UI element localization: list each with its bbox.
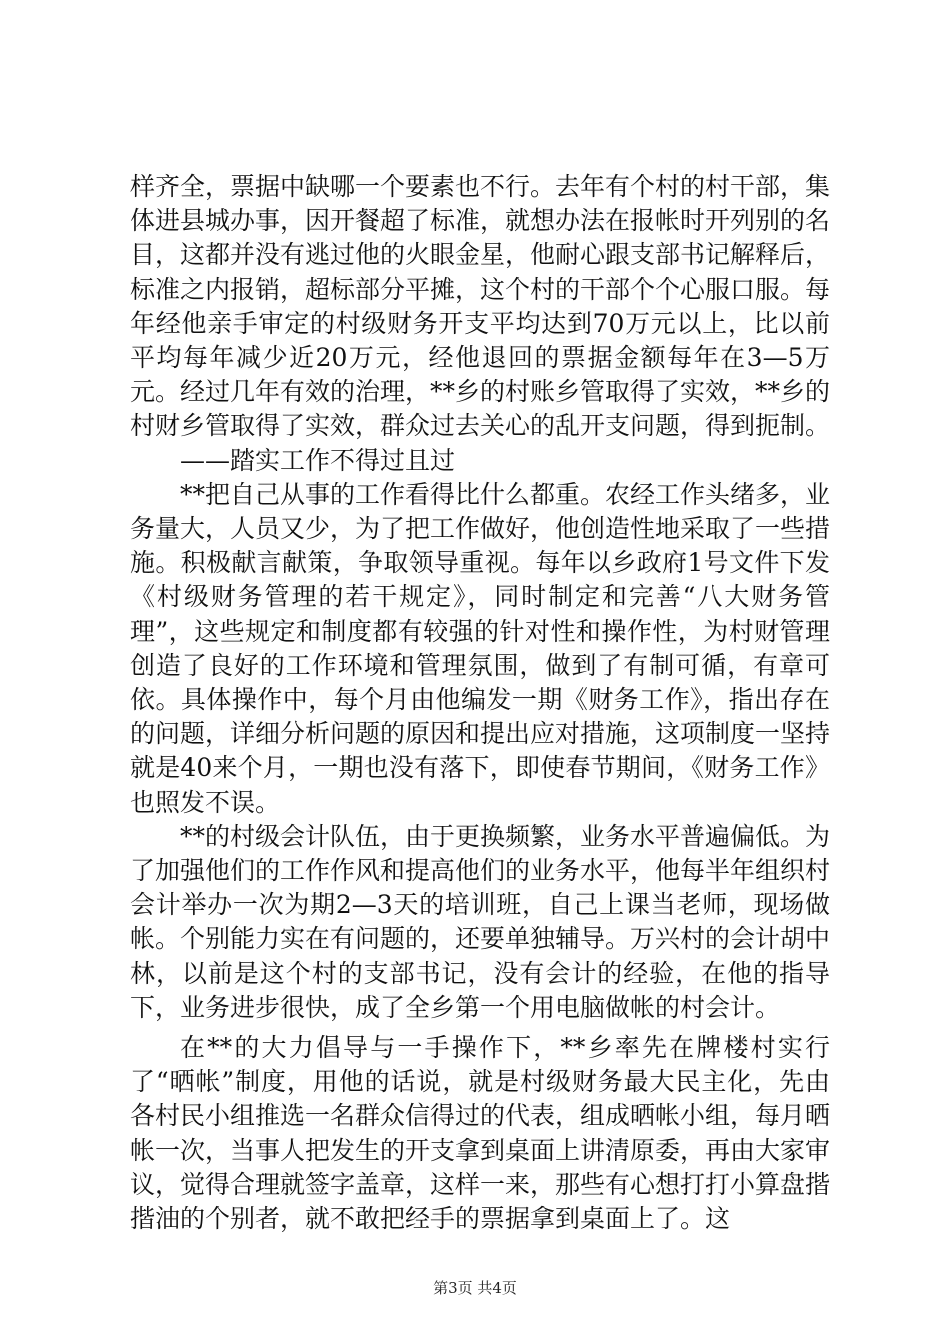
- paragraph-4: 在**的大力倡导与一手操作下，**乡率先在牌楼村实行了“晒帐”制度，用他的话说，就是村级财务最大民主化，先由各村民小组推选一名群众信得过的代表，组成晒帐小组，每月晒帐一次，当事人把发生的开支拿到桌面上讲清原委，再由大家审议，觉得合理就签字盖章，这样一来，那些有心想打打小算盘揩揩油的个别者，就不敢把经手的票据拿到桌面上了。这: [130, 1033, 831, 1234]
- paragraph-1: 样齐全，票据中缺哪一个要素也不行。去年有个村的村干部，集体进县城办事，因开餐超了标准，就想办法在报帐时开列别的名目，这都并没有逃过他的火眼金星，他耐心跟支部书记解释后，标准之内报销，超标部分平摊，这个村的干部个个心服口服。每年经他亲手审定的村级财务开支平均达到70万元以上，比以前平均每年减少近20万元，经他退回的票据金额每年在3—5万元。经过几年有效的治理，**乡的村账乡管取得了实效，**乡的村财乡管取得了实效，群众过去关心的乱开支问题，得到扼制。: [130, 172, 831, 441]
- page-footer: 第3页 共4页: [433, 1279, 517, 1297]
- section-heading: ——踏实工作不得过且过: [180, 445, 456, 475]
- paragraph-3: **的村级会计队伍，由于更换频繁，业务水平普遍偏低。为了加强他们的工作作风和提高他们的业务水平，他每半年组织村会计举办一次为期2—3天的培训班，自己上课当老师，现场做帐。个别能力实在有问题的，还要单独辅导。万兴村的会计胡中林，以前是这个村的支部书记，没有会计的经验，在他的指导下，业务进步很快，成了全乡第一个用电脑做帐的村会计。: [130, 821, 831, 1022]
- document-body: [130, 170, 830, 1236]
- paragraph-2: **把自己从事的工作看得比什么都重。农经工作头绪多，业务量大，人员又少，为了把工作做好，他创造性地采取了一些措施。积极献言献策，争取领导重视。每年以乡政府1号文件下发《村级财务管理的若干规定》，同时制定和完善“八大财务管理”，这些规定和制度都有较强的针对性和操作性，为村财管理创造了良好的工作环境和管理氛围，做到了有制可循，有章可依。具体操作中，每个月由他编发一期《财务工作》，指出存在的问题，详细分析问题的原因和提出应对措施，这项制度一坚持就是40来个月，一期也没有落下，即使春节期间，《财务工作》也照发不误。: [130, 479, 831, 817]
